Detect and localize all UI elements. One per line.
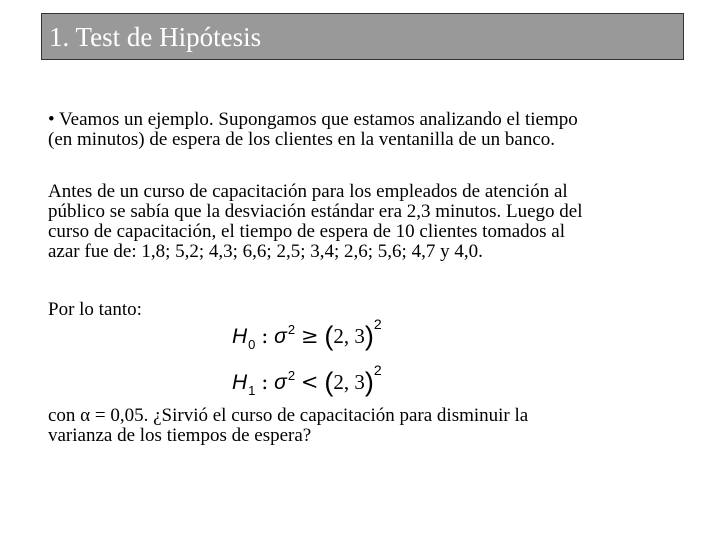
hypothesis-subscript: 1 (248, 383, 256, 398)
value-exponent: 2 (373, 362, 382, 378)
text-line: Antes de un curso de capacitación para los empleados de atención al (48, 181, 568, 202)
text-line: • Veamos un ejemplo. Supongamos que estamos analizando el tiempo (48, 109, 578, 130)
text-line: varianza de los tiempos de espera? (48, 425, 312, 446)
value-exponent: 2 (373, 316, 382, 332)
hypothesis-symbol: H (232, 371, 248, 394)
close-paren: ) (364, 367, 374, 397)
relation-symbol: < (300, 370, 319, 394)
slide-title: 1. Test de Hipótesis (49, 22, 262, 52)
hypothesis-symbol: H (232, 325, 248, 348)
text-line: Por lo tanto: (48, 299, 142, 320)
sigma-symbol: σ (274, 325, 287, 348)
value: 2, 3 (333, 324, 365, 348)
formula-null-hypothesis (232, 316, 382, 352)
text-line: curso de capacitación, el tiempo de espera de 10 clientes tomados al (48, 221, 566, 242)
hypothesis-subscript: 0 (248, 337, 256, 352)
sigma-symbol: σ (274, 371, 287, 394)
close-paren: ) (364, 321, 374, 351)
paragraph-context (48, 182, 688, 262)
sigma-exponent: 2 (287, 368, 296, 383)
paragraph-question (48, 406, 688, 446)
sigma-exponent: 2 (287, 322, 296, 337)
colon: : (261, 324, 269, 348)
colon: : (261, 370, 269, 394)
formula-alternative-hypothesis (232, 362, 382, 398)
relation-symbol: ≥ (300, 324, 319, 348)
text-line: público se sabía que la desviación estándar era 2,3 minutos. Luego del (48, 201, 583, 222)
value: 2, 3 (333, 370, 365, 394)
text-line: azar fue de: 1,8; 5,2; 4,3; 6,6; 2,5; 3,4; 2,6; 5,6; 4,7 y 4,0. (48, 241, 483, 262)
open-paren: ( (324, 367, 334, 397)
title-bar (41, 13, 684, 60)
text-line: (en minutos) de espera de los clientes en la ventanilla de un banco. (48, 129, 556, 150)
open-paren: ( (324, 321, 334, 351)
paragraph-example-intro (48, 110, 688, 150)
text-line: con α = 0,05. ¿Sirvió el curso de capacitación para disminuir la (48, 405, 529, 426)
